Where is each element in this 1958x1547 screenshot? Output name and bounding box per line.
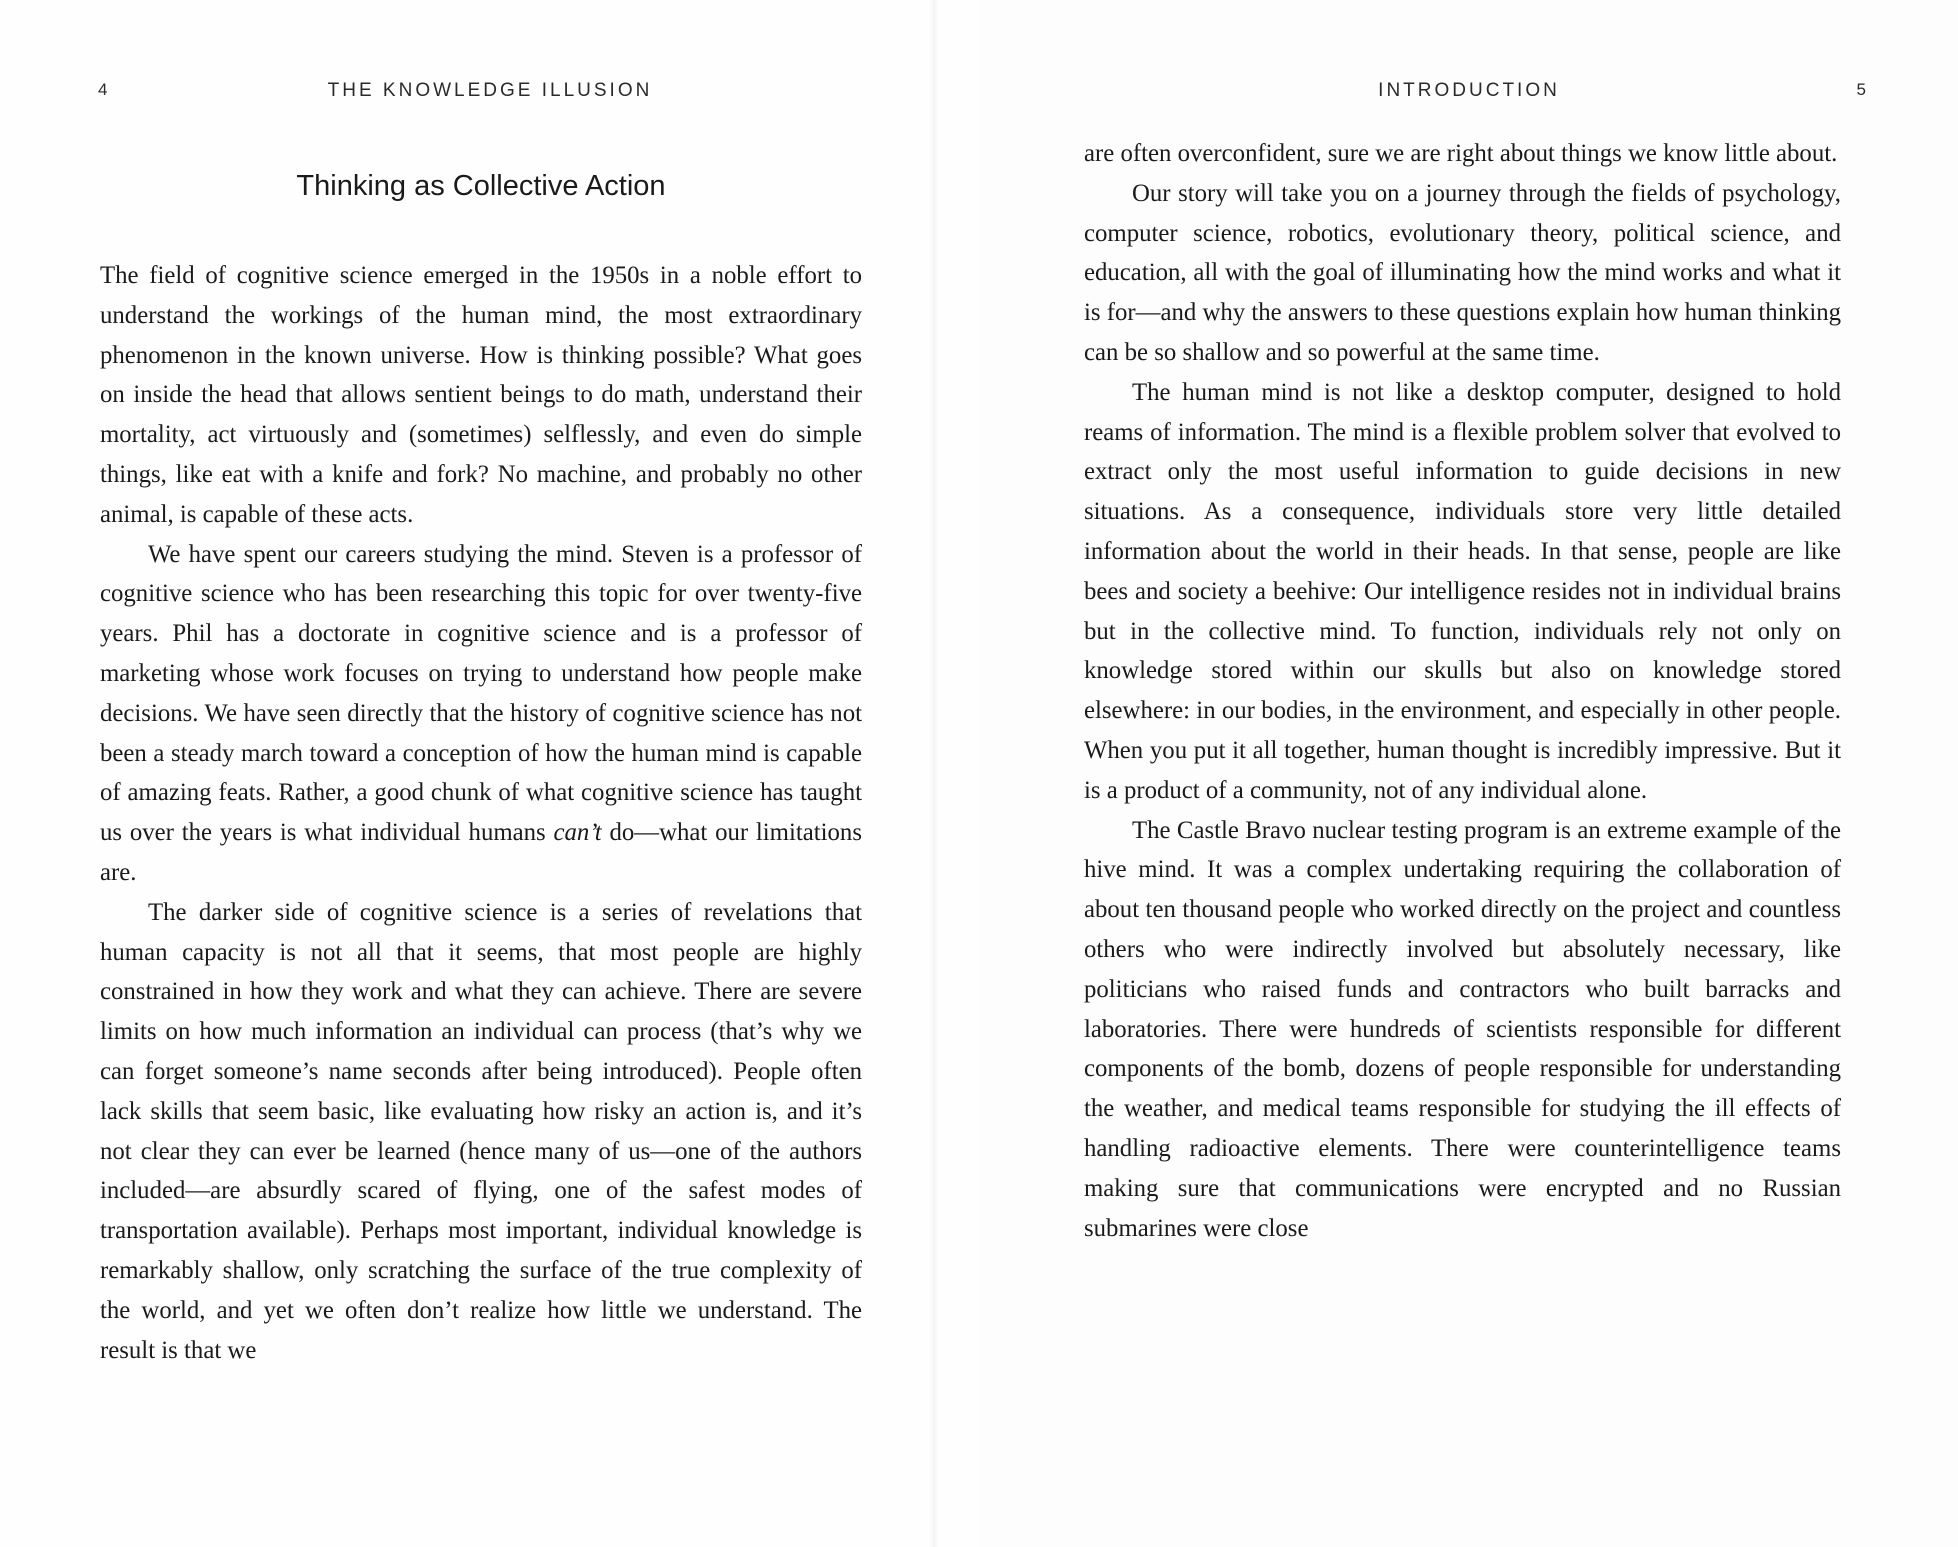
body-text — [1084, 134, 1841, 1248]
right-page — [979, 0, 1958, 1547]
running-head: THE KNOWLEDGE ILLUSION — [327, 80, 653, 101]
paragraph-text: We have spent our careers studying the mind. Steven is a professor of cognitive science who has been researching this topic for over twenty-five years. Phil has a doctorate in cognitive science and is a professor of marketing whose work focuses on trying to understand how people make decisions. We have seen directly that the history of cognitive science has not been a steady march toward a conception of how the human mind is capable of amazing feats. Rather, a good chunk of what cognitive science has taught us over the years is what individual humans — [100, 540, 862, 847]
paragraph: The field of cognitive science emerged in the 1950s in a noble effort to understand the workings of the human mind, the most extraordinary phenomenon in the known universe. How is thinking possible? What goes on inside the head that allows sentient beings to do math, understand their mortality, act virtuously and (sometimes) selflessly, and even do simple things, like eat with a knife and fork? No machine, and probably no other animal, is capable of these acts. — [100, 262, 862, 528]
paragraph: The darker side of cognitive science is a series of revelations that human capacity is not all that it seems, that most people are highly constrained in how they work and what they can achieve. There are severe limits on how much information an individual can process (that’s why we can forget someone’s name seconds after being introduced). People often lack skills that seem basic, like evaluating how risky an action is, and it’s not clear they can ever be learned (hence many of us—one of the authors included—are absurdly scared of flying, one of the safest modes of transportation available). Perhaps most important, individual knowledge is remarkably shallow, only scratching the surface of the true complexity of the world, and yet we often don’t realize how little we understand. The result is that we — [100, 898, 862, 1364]
page-number: 4 — [98, 80, 108, 99]
paragraph: The Castle Bravo nuclear testing program is an extreme example of the hive mind. It was a complex undertaking requiring the collaboration of about ten thousand people who worked directly on the project and countless others who were indirectly involved but absolutely necessary, like politicians who raised funds and contractors who built barracks and laboratories. There were hundreds of scientists responsible for different components of the bomb, dozens of people responsible for understanding the weather, and medical teams responsible for studying the ill effects of handling radioactive elements. There were counterintelligence teams making sure that communications were encrypted and no Russian submarines were close — [1084, 816, 1841, 1242]
paragraph-text: do—what our limitations are. — [100, 819, 862, 886]
paragraph — [100, 535, 862, 893]
paragraph: Our story will take you on a journey through the fields of psychology, computer science, robotics, evolutionary theory, political science, and education, all with the goal of illuminating how the mind works and what it is for—and why the answers to these questions explain how human thinking can be so shallow and so powerful at the same time. — [1084, 179, 1841, 366]
running-head: INTRODUCTION — [1378, 80, 1560, 101]
paragraph: The human mind is not like a desktop computer, designed to hold reams of information. The mind is a flexible problem solver that evolved to extract only the most useful information to guide decisions in new situations. As a consequence, individuals store very little detailed information about the world in their heads. In that sense, people are like bees and society a beehive: Our intelligence resides not in individual brains but in the collective mind. To function, individuals rely not only on knowledge stored within our skulls but also on knowledge stored elsewhere: in our bodies, in the environment, and especially in other people. When you put it all together, human thought is incredibly impressive. But it is a product of a community, not of any individual alone. — [1084, 378, 1841, 804]
paragraph: are often overconfident, sure we are right about things we know little about. — [1084, 140, 1838, 167]
page-number: 5 — [1856, 80, 1866, 99]
section-heading: Thinking as Collective Action — [296, 170, 666, 202]
emphasis-text: can’t — [553, 819, 602, 847]
body-text — [100, 256, 862, 1370]
book-gutter — [930, 0, 938, 1547]
